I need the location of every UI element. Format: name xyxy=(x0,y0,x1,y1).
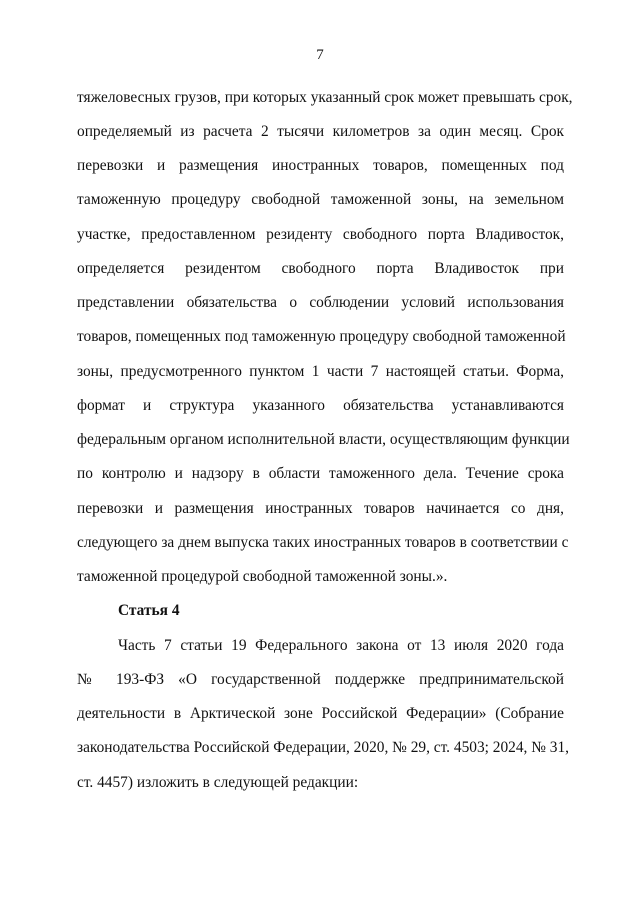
text-line: определяемый из расчета 2 тысячи километров за один месяц. Срок xyxy=(77,123,564,140)
text-line: Часть 7 статьи 19 Федерального закона от 13 июля 2020 года xyxy=(118,637,564,654)
text-line: формат и структура указанного обязательства устанавливаются xyxy=(77,397,564,414)
text-line: № 193-ФЗ «О государственной поддержке предпринимательской xyxy=(77,671,564,688)
text-line: ст. 4457) изложить в следующей редакции: xyxy=(77,774,359,791)
text-line: перевозки и размещения иностранных товаров, помещенных под xyxy=(77,157,564,174)
text-line: перевозки и размещения иностранных товаров начинается со дня, xyxy=(77,500,564,517)
text-line: следующего за днем выпуска таких иностранных товаров в соответствии с xyxy=(77,534,569,551)
text-line: законодательства Российской Федерации, 2020, № 29, ст. 4503; 2024, № 31, xyxy=(77,739,570,756)
text-line: деятельности в Арктической зоне Российской Федерации» (Собрание xyxy=(77,705,564,722)
text-line: представлении обязательства о соблюдении условий использования xyxy=(77,294,564,311)
text-line: участке, предоставленном резиденту свободного порта Владивосток, xyxy=(77,226,564,243)
text-line: по контролю и надзору в области таможенного дела. Течение срока xyxy=(77,465,564,482)
page-number: 7 xyxy=(316,47,324,63)
text-line: таможенную процедуру свободной таможенной зоны, на земельном xyxy=(77,191,564,208)
text-line: тяжеловесных грузов, при которых указанный срок может превышать срок, xyxy=(77,89,573,106)
text-line: зоны, предусмотренного пунктом 1 части 7 настоящей статьи. Форма, xyxy=(77,363,564,380)
text-line: федеральным органом исполнительной власти, осуществляющим функции xyxy=(77,431,570,448)
text-line: определяется резидентом свободного порта Владивосток при xyxy=(77,260,564,277)
text-line: таможенной процедурой свободной таможенной зоны.». xyxy=(77,568,448,585)
article-heading: Статья 4 xyxy=(118,602,180,619)
text-line: товаров, помещенных под таможенную процедуру свободной таможенной xyxy=(77,328,566,345)
